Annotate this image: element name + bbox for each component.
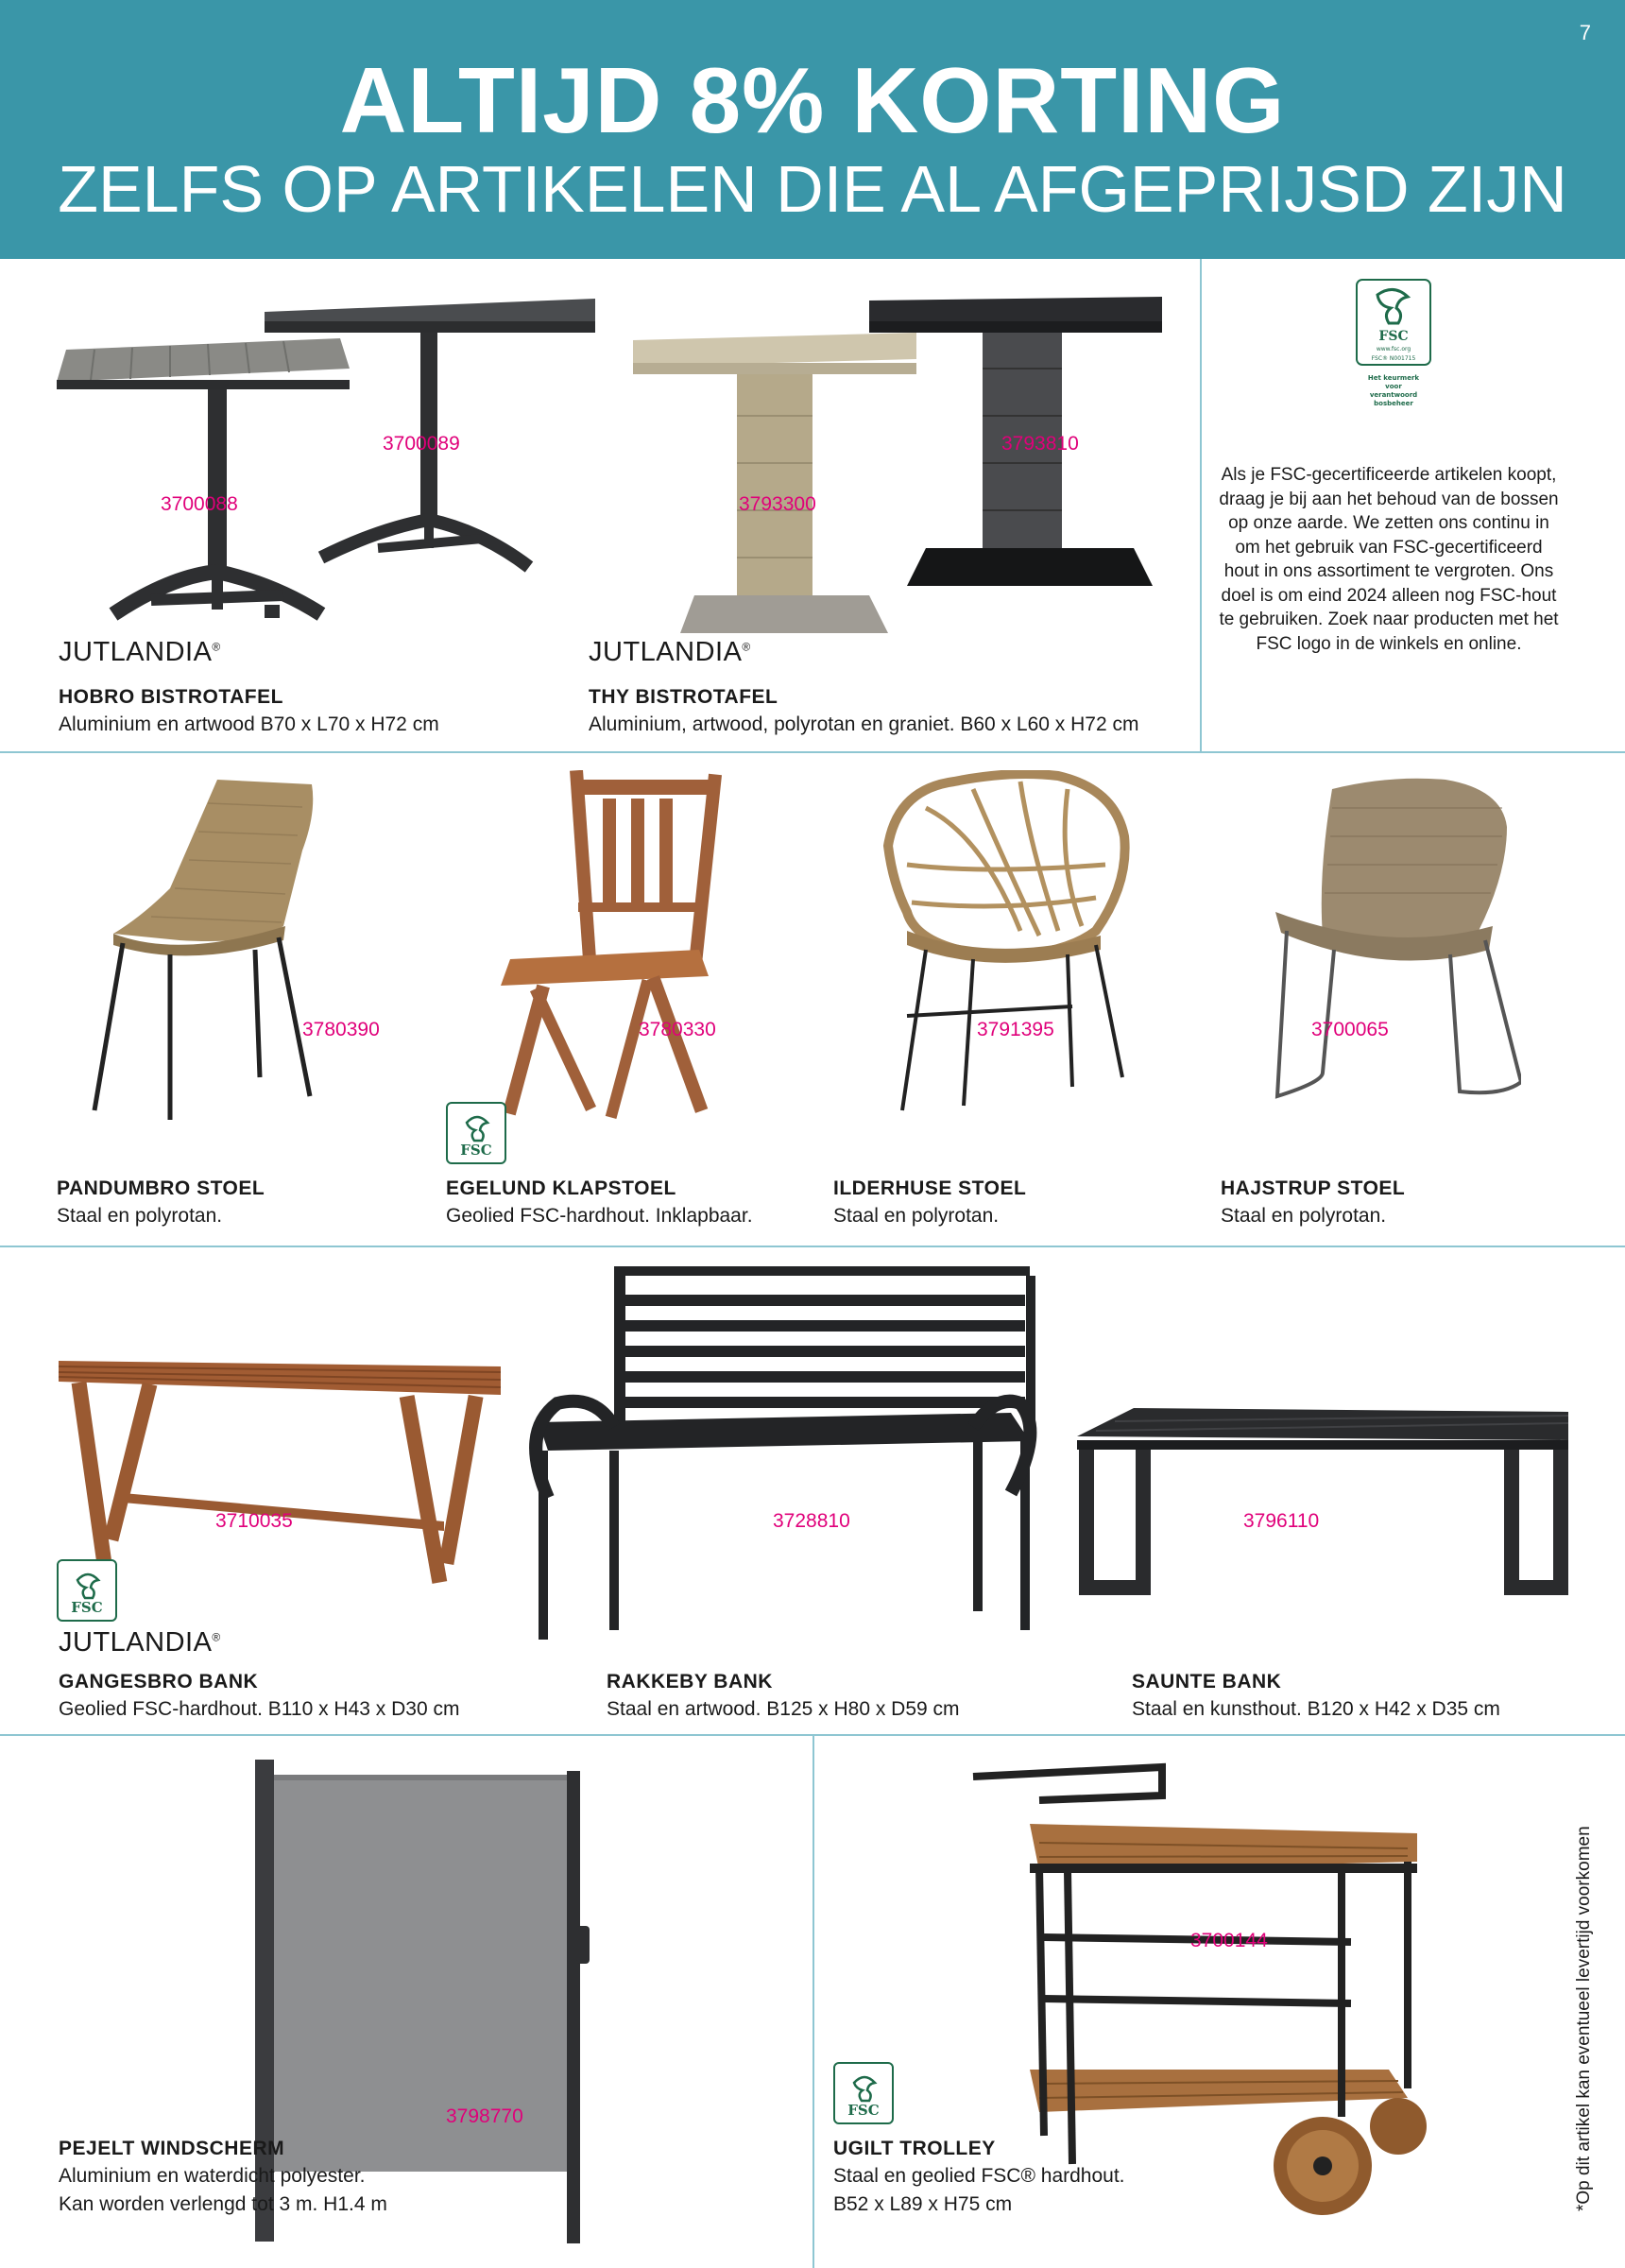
gangesbro-bench-image[interactable] <box>57 1342 510 1606</box>
sku-label: 3796110 <box>1243 1510 1320 1532</box>
subheadline: ZELFS OP ARTIKELEN DIE AL AFGEPRIJSD ZIJN <box>58 152 1567 226</box>
sku-label: 3780390 <box>302 1019 380 1040</box>
brand-name: JUTLANDIA <box>59 637 213 667</box>
fsc-info-text: Als je FSC-gecertificeerde artikelen koopt, draag je bij aan het behoud van de bossen op onze aarde. We zetten ons continu in om het gebruik van FSC-gecertificeerd hout in ons assortiment te vergroten. Ons doel is om eind 2024 alleen nog FSC-hout te gebruiken. Zoek naar producten met het FSC logo in de winkels en online. <box>1219 465 1559 654</box>
product-description: Staal en polyrotan. <box>1221 1205 1387 1227</box>
sku-label: 3793300 <box>739 493 816 515</box>
product-description: Staal en geolied FSC® hardhout. <box>833 2165 1125 2187</box>
brand-mark: ® <box>742 640 751 654</box>
fsc-logo-url: www.fsc.org <box>1376 346 1411 352</box>
sku-label: 3700089 <box>383 433 460 455</box>
divider <box>812 1734 814 2268</box>
brand-name: JUTLANDIA <box>59 1627 213 1658</box>
product-description: Aluminium en waterdicht polyester. <box>59 2165 366 2187</box>
delivery-note: *Op dit artikel kan eventueel levertijd voorkomen <box>1574 1826 1594 2211</box>
product-description: Staal en polyrotan. <box>833 1205 1000 1227</box>
fsc-badge <box>446 1102 506 1164</box>
divider <box>0 751 1625 753</box>
product-description: Aluminium, artwood, polyrotan en graniet. B60 x L60 x H72 cm <box>589 713 1139 735</box>
fsc-badge-label: FSC <box>71 1599 103 1616</box>
pandumbro-chair-image[interactable] <box>66 775 368 1125</box>
product-name: HOBRO BISTROTAFEL <box>59 686 283 708</box>
product-name: PEJELT WINDSCHERM <box>59 2138 285 2159</box>
hobro-table-image[interactable] <box>38 284 605 652</box>
egelund-chair-image[interactable] <box>482 770 727 1129</box>
fsc-badge-label: FSC <box>460 1142 492 1159</box>
divider <box>0 1246 1625 1247</box>
headline: ALTIJD 8% KORTING <box>339 48 1286 152</box>
rakkeby-bench-image[interactable] <box>520 1262 1049 1649</box>
sku-label: 3780330 <box>639 1019 716 1040</box>
fsc-badge <box>57 1559 117 1622</box>
product-description: Geolied FSC-hardhout. Inklapbaar. <box>446 1205 753 1227</box>
sku-label: 3793810 <box>1001 433 1079 455</box>
brand-name: JUTLANDIA <box>589 637 743 667</box>
hajstrup-chair-image[interactable] <box>1266 770 1521 1120</box>
product-name: RAKKEBY BANK <box>607 1671 773 1692</box>
brand-mark: ® <box>212 640 221 654</box>
thy-table-image[interactable] <box>624 284 1172 652</box>
sku-label: 3700088 <box>161 493 238 515</box>
ilderhuse-chair-image[interactable] <box>869 770 1134 1120</box>
sku-label: 3700065 <box>1311 1019 1389 1040</box>
product-description: Staal en kunsthout. B120 x H42 x D35 cm <box>1132 1698 1500 1720</box>
product-name: THY BISTROTAFEL <box>589 686 778 708</box>
product-description: Geolied FSC-hardhout. B110 x H43 x D30 cm <box>59 1698 460 1720</box>
product-name: ILDERHUSE STOEL <box>833 1177 1027 1199</box>
brand-logo <box>589 637 751 668</box>
brand-logo <box>59 637 221 668</box>
brand-logo <box>59 1627 221 1658</box>
fsc-tree-icon <box>848 2070 881 2104</box>
sku-label: 3791395 <box>977 1019 1054 1040</box>
product-name: SAUNTE BANK <box>1132 1671 1282 1692</box>
sku-label: 3710035 <box>215 1510 293 1532</box>
product-name: EGELUND KLAPSTOEL <box>446 1177 676 1199</box>
fsc-logo-code: FSC® N001715 <box>1371 355 1416 362</box>
sku-label: 3700144 <box>1190 1930 1268 1951</box>
fsc-tree-icon <box>72 1567 104 1601</box>
header-banner <box>0 0 1625 259</box>
fsc-badge <box>833 2062 894 2124</box>
divider <box>1200 259 1202 751</box>
product-name: UGILT TROLLEY <box>833 2138 996 2159</box>
product-description: Aluminium en artwood B70 x L70 x H72 cm <box>59 713 439 735</box>
fsc-tree-icon <box>461 1109 493 1143</box>
product-name: HAJSTRUP STOEL <box>1221 1177 1406 1199</box>
saunte-bench-image[interactable] <box>1068 1399 1578 1625</box>
sku-label: 3728810 <box>773 1510 850 1532</box>
product-name: PANDUMBRO STOEL <box>57 1177 265 1199</box>
product-description: Kan worden verlengd tot 3 m. H1.4 m <box>59 2193 387 2215</box>
product-description: B52 x L89 x H75 cm <box>833 2193 1013 2215</box>
fsc-badge-label: FSC <box>847 2102 880 2119</box>
page-number: 7 <box>1579 21 1591 44</box>
product-description: Staal en polyrotan. <box>57 1205 223 1227</box>
product-name: GANGESBRO BANK <box>59 1671 259 1692</box>
ugilt-trolley-image[interactable] <box>964 1758 1455 2221</box>
product-description: Staal en artwood. B125 x H80 x D59 cm <box>607 1698 960 1720</box>
brand-mark: ® <box>212 1630 221 1644</box>
fsc-logo-label: FSC <box>1378 329 1409 344</box>
sku-label: 3798770 <box>446 2105 523 2127</box>
fsc-logo-tagline: Het keurmerk voor verantwoord bosbeheer <box>1367 374 1420 407</box>
